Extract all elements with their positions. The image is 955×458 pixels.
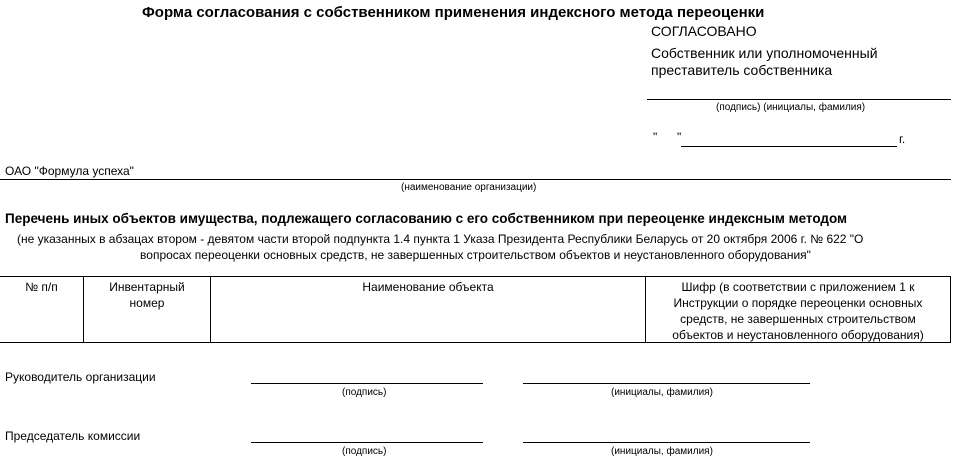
owner-signature-caption: (подпись) (инициалы, фамилия): [716, 102, 866, 113]
column-header-inventory-line-2: номер: [129, 296, 165, 310]
column-header-code: [646, 279, 950, 343]
organization-name: ОАО "Формула успеха": [5, 164, 134, 178]
date-quote-close: ": [677, 130, 682, 144]
column-header-inventory: [84, 279, 210, 311]
head-signature-line: [251, 383, 483, 384]
column-header-code-line-1: Шифр (в соответствии с приложением 1 к: [681, 280, 915, 294]
organization-caption: (наименование организации): [401, 182, 537, 193]
list-heading: Перечень иных объектов имущества, подлежащего согласованию с его собственником при переоценке индексным методом: [5, 211, 848, 226]
date-quote-open: ": [653, 130, 658, 144]
head-signature-caption: (подпись): [342, 387, 387, 398]
column-header-code-line-4: объектов и неустановленного оборудования): [672, 328, 924, 342]
chair-name-caption: (инициалы, фамилия): [611, 446, 713, 457]
approval-stamp: СОГЛАСОВАНО: [651, 23, 757, 39]
column-header-code-line-3: средств, не завершенных строительством: [680, 312, 916, 326]
list-note-line-1: (не указанных в абзацах втором - девятом части второй подпункта 1.4 пункта 1 Указа Президента Республики Беларусь от 20 октября 2006 г. № 622 "О: [17, 232, 864, 246]
owner-line-2: преставитель собственника: [651, 62, 833, 78]
chair-signature-caption: (подпись): [342, 446, 387, 457]
list-note-line-2: вопросах переоценки основных средств, не завершенных строительством объектов и неустановленного оборудования": [140, 248, 811, 262]
owner-signature-line: [647, 99, 951, 100]
chair-label: Председатель комиссии: [5, 429, 141, 443]
column-header-number: № п/п: [25, 280, 58, 294]
chair-name-line: [523, 442, 810, 443]
date-line: [681, 146, 897, 147]
column-header-code-line-2: Инструкции о порядке переоценки основных: [673, 296, 923, 310]
head-name-caption: (инициалы, фамилия): [611, 387, 713, 398]
form-title: Форма согласования с собственником применения индексного метода переоценки: [142, 4, 765, 21]
column-header-inventory-line-1: Инвентарный: [109, 280, 185, 294]
head-label: Руководитель организации: [5, 370, 156, 384]
chair-signature-line: [251, 442, 483, 443]
date-year-suffix: г.: [899, 132, 906, 146]
column-header-name: Наименование объекта: [362, 280, 494, 294]
organization-line: [0, 179, 951, 180]
owner-line-1: Собственник или уполномоченный: [651, 45, 878, 61]
head-name-line: [523, 383, 810, 384]
